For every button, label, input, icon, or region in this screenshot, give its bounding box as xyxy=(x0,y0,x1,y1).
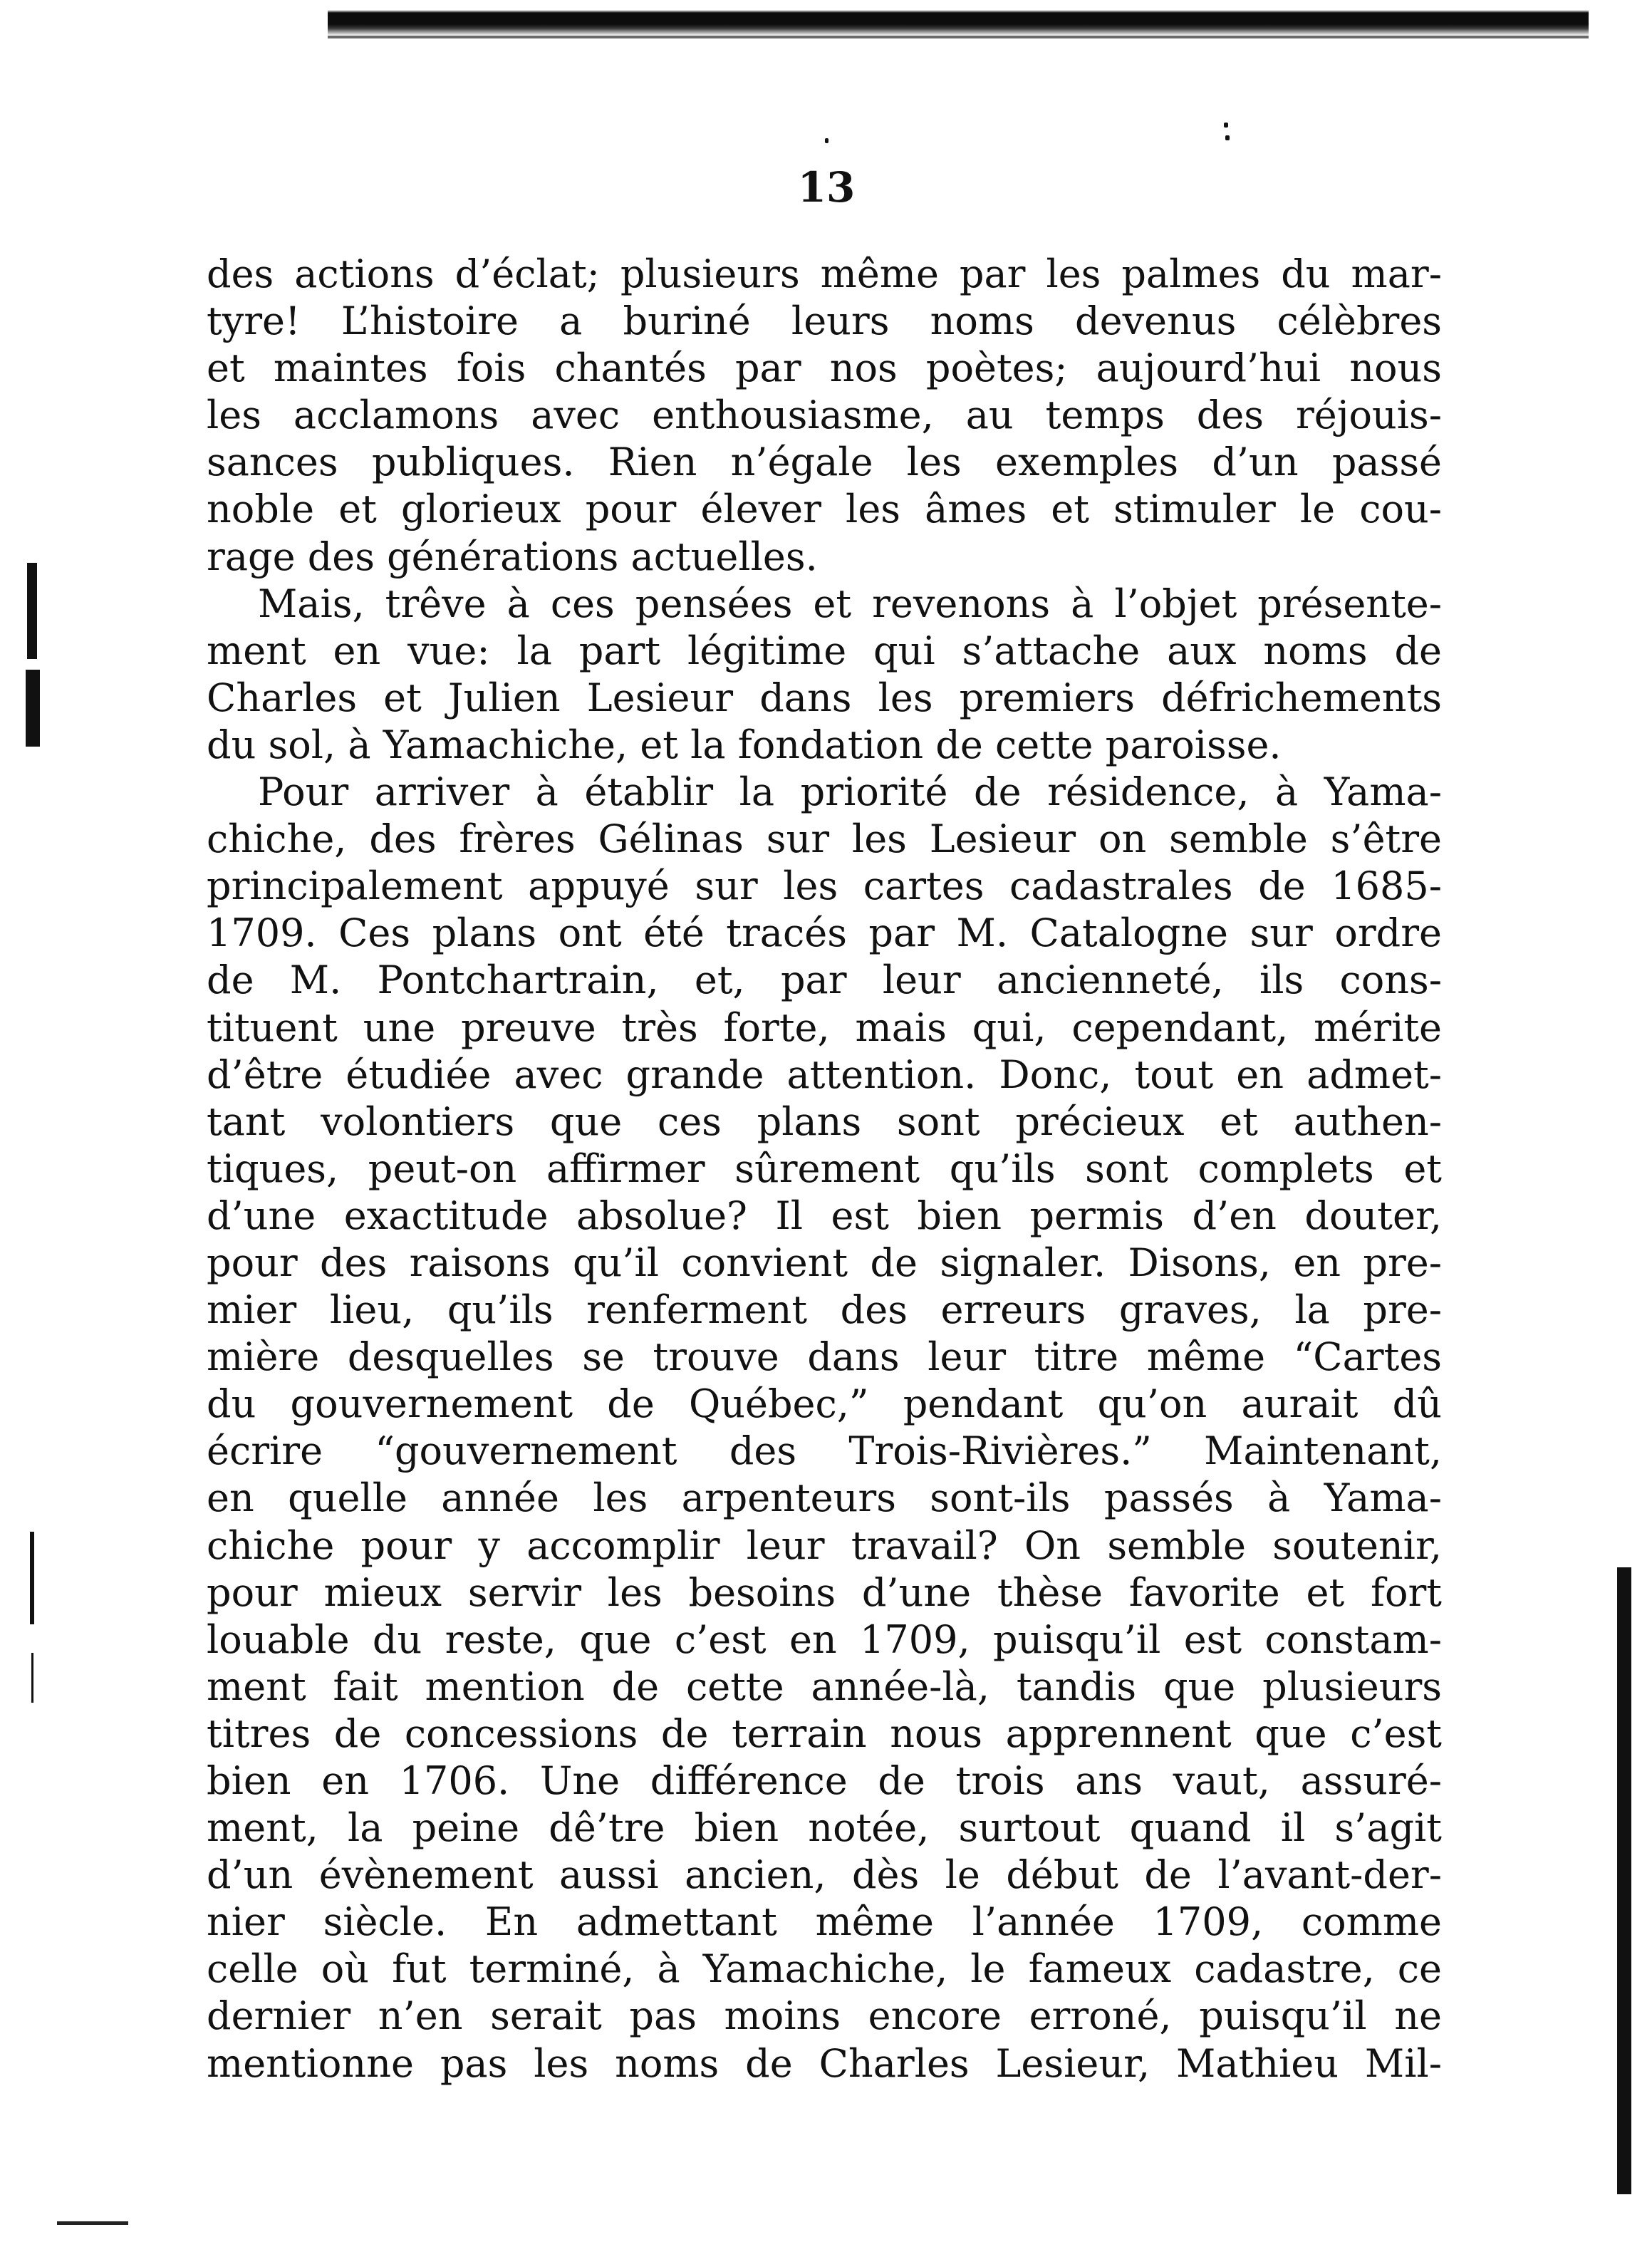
text-line: rage des générations actuelles. xyxy=(207,534,818,579)
text-line: des actions d’éclat; plusieurs même par les palmes du mar- xyxy=(207,251,1442,296)
text-line: en quelle année les arpenteurs sont-ils passés à Yama- xyxy=(207,1475,1442,1521)
text-line: tant volontiers que ces plans sont précieux et authen- xyxy=(207,1099,1442,1144)
text-line: sances publiques. Rien n’égale les exemples d’un passé xyxy=(207,440,1442,485)
text-line: ment en vue: la part légitime qui s’attache aux noms de xyxy=(207,628,1442,673)
right-margin-mark xyxy=(1617,1567,1631,2194)
text-line: bien en 1706. Une différence de trois ans vaut, assuré- xyxy=(207,1758,1442,1803)
text-line: nier siècle. En admettant même l’année 1709, comme xyxy=(207,1899,1442,1945)
text-line: écrire “gouvernement des Trois-Rivières.” Maintenant, xyxy=(207,1428,1442,1474)
text-line: louable du reste, que c’est en 1709, puisqu’il est constam- xyxy=(207,1616,1442,1662)
text-line: pour mieux servir les besoins d’une thèse favorite et fort xyxy=(207,1569,1442,1615)
text-line: les acclamons avec enthousiasme, au temps des réjouis- xyxy=(207,393,1442,438)
text-line: d’un évènement aussi ancien, dès le début de l’avant-der- xyxy=(207,1852,1442,1898)
text-line: d’une exactitude absolue? Il est bien permis d’en douter, xyxy=(207,1193,1442,1238)
text-line: du gouvernement de Québec,” pendant qu’on aurait dû xyxy=(207,1381,1442,1427)
scan-speck xyxy=(1225,135,1230,140)
scan-speck xyxy=(1224,123,1228,128)
text-line: pour des raisons qu’il convient de signaler. Disons, en pre- xyxy=(207,1240,1442,1285)
text-line: celle où fut terminé, à Yamachiche, le fameux cadastre, ce xyxy=(207,1946,1442,1992)
text-line: d’être étudiée avec grande attention. Donc, tout en admet- xyxy=(207,1052,1442,1097)
bottom-rule xyxy=(57,2221,128,2225)
text-line: et maintes fois chantés par nos poètes; aujourd’hui nous xyxy=(207,346,1442,391)
text-line: Mais, trêve à ces pensées et revenons à l’objet présente- xyxy=(258,581,1442,626)
text-line: principalement appuyé sur les cartes cadastrales de 1685- xyxy=(207,863,1442,909)
left-margin-mark xyxy=(27,563,37,659)
text-line: tyre! L’histoire a buriné leurs noms devenus célèbres xyxy=(207,299,1442,344)
text-line: chiche, des frères Gélinas sur les Lesieur on semble s’être xyxy=(207,816,1442,862)
top-rule xyxy=(328,7,1589,36)
text-line: mentionne pas les noms de Charles Lesieur, Mathieu Mil- xyxy=(207,2040,1442,2086)
text-line: 1709. Ces plans ont été tracés par M. Catalogne sur ordre xyxy=(207,910,1442,956)
left-margin-mark xyxy=(26,670,40,747)
text-line: ment, la peine dê’tre bien notée, surtout quand il s’agit xyxy=(207,1805,1442,1851)
text-line: Pour arriver à établir la priorité de résidence, à Yama- xyxy=(258,769,1442,815)
body-text xyxy=(207,251,1442,2087)
text-line: mière desquelles se trouve dans leur titre même “Cartes xyxy=(207,1334,1442,1380)
top-rule-underline xyxy=(328,36,1589,38)
text-line: mier lieu, qu’ils renferment des erreurs graves, la pre- xyxy=(207,1287,1442,1333)
page-number: 13 xyxy=(797,163,856,212)
text-line: noble et glorieux pour élever les âmes et stimuler le cou- xyxy=(207,487,1442,532)
text-line: ment fait mention de cette année-là, tandis que plusieurs xyxy=(207,1664,1442,1709)
text-line: chiche pour y accomplir leur travail? On semble soutenir, xyxy=(207,1522,1442,1568)
left-margin-mark xyxy=(31,1653,33,1703)
text-line: tiques, peut-on affirmer sûrement qu’ils sont complets et xyxy=(207,1146,1442,1191)
text-line: Charles et Julien Lesieur dans les premiers défrichements xyxy=(207,675,1442,720)
text-line: dernier n’en serait pas moins encore erroné, puisqu’il ne xyxy=(207,1993,1442,2039)
text-line: de M. Pontchartrain, et, par leur ancienneté, ils cons- xyxy=(207,957,1442,1003)
left-margin-mark xyxy=(30,1532,34,1624)
scan-speck xyxy=(825,138,828,143)
text-line: titres de concessions de terrain nous apprennent que c’est xyxy=(207,1711,1442,1756)
text-line: tituent une preuve très forte, mais qui, cependant, mérite xyxy=(207,1005,1442,1050)
text-line: du sol, à Yamachiche, et la fondation de cette paroisse. xyxy=(207,722,1282,767)
